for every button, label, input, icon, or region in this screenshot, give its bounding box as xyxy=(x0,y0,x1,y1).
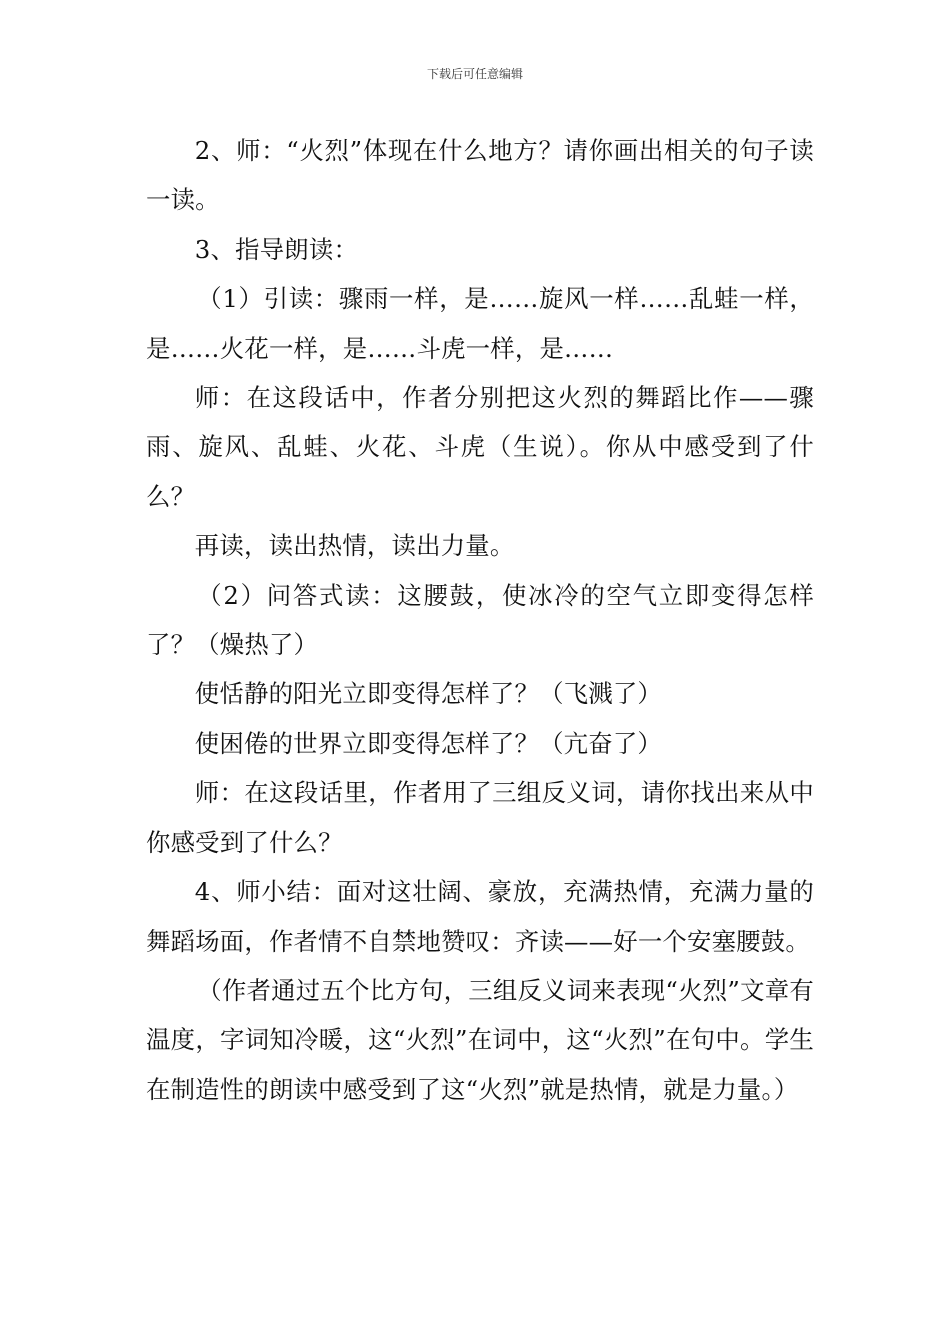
paragraph-guided-reading: 3、指导朗读： xyxy=(194,234,359,264)
paragraph-note: （作者通过五个比方句，三组反义词来表现“火烈”文章有温度，字词知冷暖，这“火烈”在词中，这“火烈”在句中。学生在制造性的朗读中感受到了这“火烈”就是热情，就是力量。） xyxy=(146,975,814,1104)
paragraph-reread: 再读，读出热情，读出力量。 xyxy=(194,531,515,561)
paragraph-question-2: 2、师：“火烈”体现在什么地方？请你画出相关的句子读一读。 xyxy=(146,136,814,215)
paragraph-world: 使困倦的世界立即变得怎样了？（亢奋了） xyxy=(194,728,663,758)
paragraph-lead-reading: （1）引读：骤雨一样，是……旋风一样……乱蛙一样，是……火花一样，是……斗虎一样，是…… xyxy=(146,284,814,363)
paragraph-antonyms: 师：在这段话里，作者用了三组反义词，请你找出来从中你感受到了什么？ xyxy=(146,778,814,857)
paragraph-qa-reading: （2）问答式读：这腰鼓，使冰冷的空气立即变得怎样了？（燥热了） xyxy=(146,580,814,660)
document-body xyxy=(146,126,814,1114)
paragraph-sunlight: 使恬静的阳光立即变得怎样了？（飞溅了） xyxy=(194,679,663,709)
page-header: 下载后可任意编辑 xyxy=(426,67,523,81)
paragraph-teacher-metaphor: 师：在这段话中，作者分别把这火烈的舞蹈比作——骤雨、旋风、乱蛙、火花、斗虎（生说）。你从中感受到了什么？ xyxy=(146,383,814,511)
paragraph-summary: 4、师小结：面对这壮阔、豪放，充满热情，充满力量的舞蹈场面，作者情不自禁地赞叹：齐读——好一个安塞腰鼓。 xyxy=(146,877,814,956)
